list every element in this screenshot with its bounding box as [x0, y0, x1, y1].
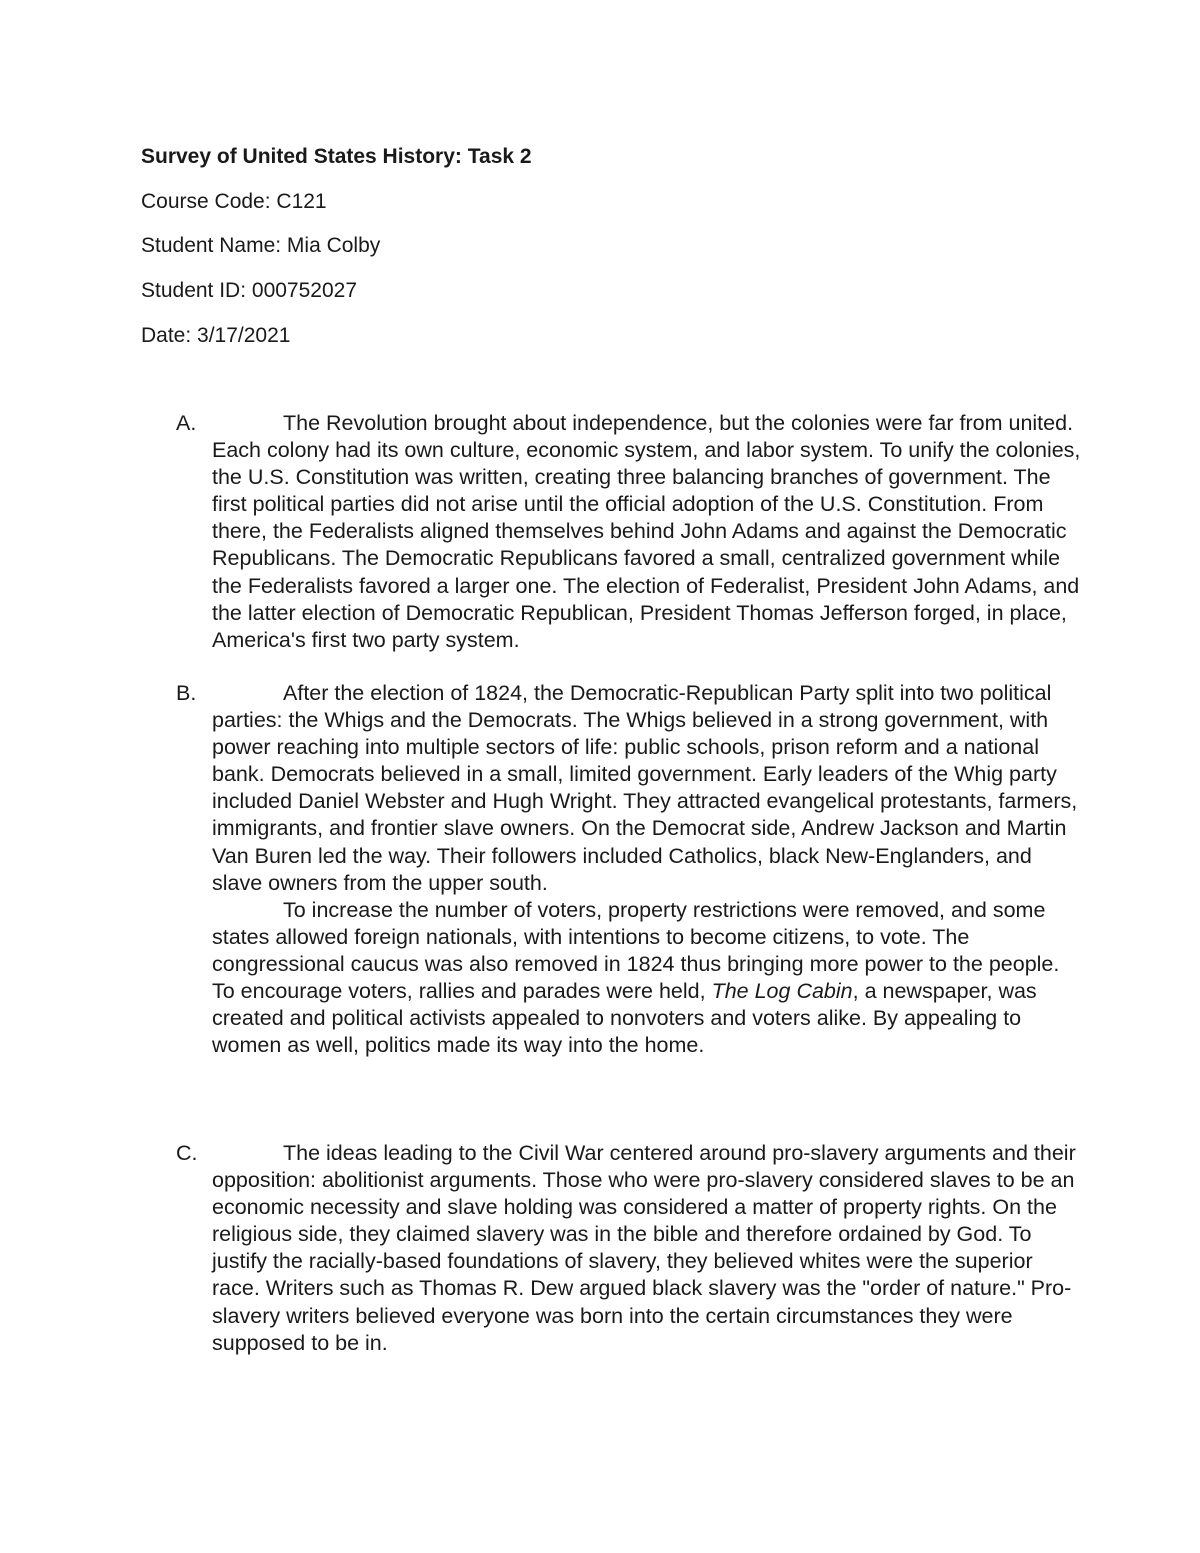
course-code: Course Code: C121 [141, 190, 327, 213]
section-b-marker: B. [176, 681, 197, 705]
section-b-body [212, 680, 1082, 1059]
student-id: Student ID: 000752027 [141, 279, 358, 302]
section-a-marker: A. [176, 411, 197, 435]
section-b-paragraph-2-text-1: To increase the number of voters, property restrictions were removed, and some states allowed foreign nationals, with intentions to become citizens, to vote. The congressional caucus was also removed in 1824 thus bringing more power to the people. To encourage voters, rallies and parades were held, [212, 897, 1060, 1004]
student-name: Student Name: Mia Colby [141, 234, 381, 257]
newspaper-title: The Log Cabin [711, 979, 853, 1004]
section-b-paragraph-2-text-2: , a newspaper, was created and political activists appealed to nonvoters and voters alike. By appealing to women as well, politics made its way into the home. [212, 979, 1037, 1058]
section-c-paragraph: The ideas leading to the Civil War centered around pro-slavery arguments and their opposition: abolitionist arguments. Those who were pro-slavery considered slaves to be an economic necessity and slave holding was considered a matter of property rights. On the religious side, they claimed slavery was in the bible and therefore ordained by God. To justify the racially-based foundations of slavery, they believed whites were the superior race. Writers such as Thomas R. Dew argued black slavery was the "order of nature." Pro-slavery writers believed everyone was born into the certain circumstances they were supposed to be in. [212, 1141, 1076, 1355]
date: Date: 3/17/2021 [141, 324, 291, 347]
section-b-paragraph-2 [212, 897, 1082, 1060]
section-a-paragraph: The Revolution brought about independence, but the colonies were far from united. Each colony had its own culture, economic system, and labor system. To unify the colonies, the U.S. Constitution was written, creating three balancing branches of government. The first political parties did not arise until the official adoption of the U.S. Constitution. From there, the Federalists aligned themselves behind John Adams and against the Democratic Republicans. The Democratic Republicans favored a small, centralized government while the Federalists favored a larger one. The election of Federalist, President John Adams, and the latter election of Democratic Republican, President Thomas Jefferson forged, in place, America's first two party system. [212, 411, 1081, 652]
section-c-body [212, 1140, 1082, 1357]
section-b-paragraph-1: After the election of 1824, the Democratic-Republican Party split into two political parties: the Whigs and the Democrats. The Whigs believed in a strong government, with power reaching into multiple sectors of life: public schools, prison reform and a national bank. Democrats believed in a small, limited government. Early leaders of the Whig party included Daniel Webster and Hugh Wright. They attracted evangelical protestants, farmers, immigrants, and frontier slave owners. On the Democrat side, Andrew Jackson and Martin Van Buren led the way. Their followers included Catholics, black New-Englanders, and slave owners from the upper south. [212, 681, 1078, 895]
document-title: Survey of United States History: Task 2 [141, 145, 532, 168]
section-c-marker: C. [176, 1141, 198, 1165]
section-a-body [212, 410, 1082, 654]
